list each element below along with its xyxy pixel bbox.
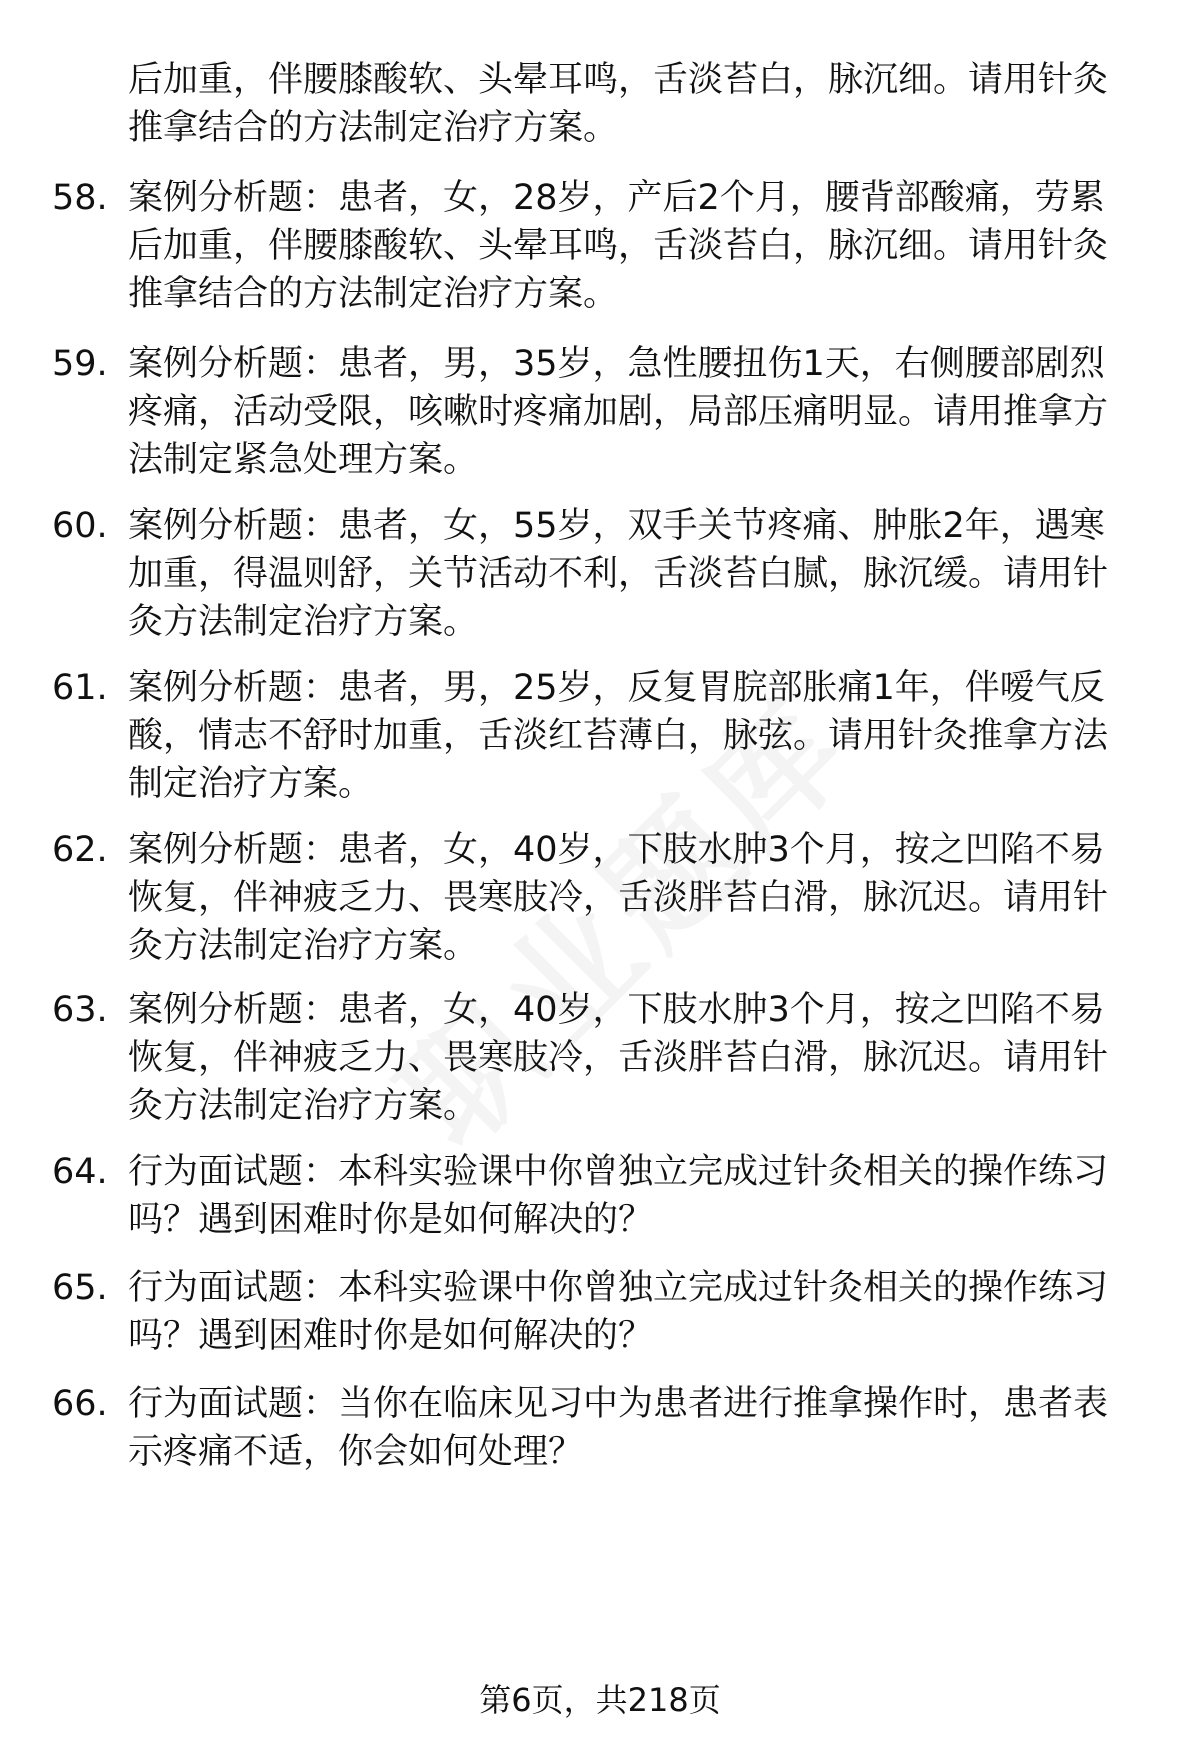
- question-number: 66.: [52, 1384, 108, 1424]
- question-text: 案例分析题：患者，女，40岁，下肢水肿3个月，按之凹陷不易恢复，伴神疲乏力、畏寒肢冷，舌淡胖苔白滑，脉沉迟。请用针灸方法制定治疗方案。: [128, 990, 1109, 1126]
- question-number: 58.: [52, 178, 108, 218]
- question-text: 行为面试题：本科实验课中你曾独立完成过针灸相关的操作练习吗？遇到困难时你是如何解决的？: [128, 1152, 1109, 1240]
- question-number: 65.: [52, 1268, 108, 1308]
- question-text: 行为面试题：本科实验课中你曾独立完成过针灸相关的操作练习吗？遇到困难时你是如何解决的？: [128, 1268, 1109, 1356]
- question-text: 行为面试题：当你在临床见习中为患者进行推拿操作时，患者表示疼痛不适，你会如何处理？: [128, 1384, 1109, 1472]
- question-item: [52, 1148, 1142, 1244]
- question-item: [52, 664, 1142, 808]
- question-number: 61.: [52, 668, 108, 708]
- question-item: [52, 340, 1142, 484]
- question-number: 60.: [52, 506, 108, 546]
- question-text: 案例分析题：患者，女，55岁，双手关节疼痛、肿胀2年，遇寒加重，得温则舒，关节活动不利，舌淡苔白腻，脉沉缓。请用针灸方法制定治疗方案。: [128, 506, 1109, 642]
- question-item: [52, 1264, 1142, 1360]
- page-footer: 第6页，共218页: [479, 1681, 721, 1719]
- question-number: 63.: [52, 990, 108, 1030]
- question-item: [52, 174, 1142, 318]
- question-text: 案例分析题：患者，男，25岁，反复胃脘部胀痛1年，伴嗳气反酸，情志不舒时加重，舌淡红苔薄白，脉弦。请用针灸推拿方法制定治疗方案。: [128, 668, 1109, 804]
- question-item: [52, 502, 1142, 646]
- question-text: 案例分析题：患者，女，40岁，下肢水肿3个月，按之凹陷不易恢复，伴神疲乏力、畏寒肢冷，舌淡胖苔白滑，脉沉迟。请用针灸方法制定治疗方案。: [128, 830, 1109, 966]
- question-number: 64.: [52, 1152, 108, 1192]
- question-item: [52, 826, 1142, 970]
- question-text: 案例分析题：患者，男，35岁，急性腰扭伤1天，右侧腰部剧烈疼痛，活动受限，咳嗽时疼痛加剧，局部压痛明显。请用推拿方法制定紧急处理方案。: [128, 344, 1109, 480]
- question-item: [52, 1380, 1142, 1476]
- question-text: 案例分析题：患者，女，28岁，产后2个月，腰背部酸痛，劳累后加重，伴腰膝酸软、头晕耳鸣，舌淡苔白，脉沉细。请用针灸推拿结合的方法制定治疗方案。: [128, 178, 1109, 314]
- continued-question-text: 后加重，伴腰膝酸软、头晕耳鸣，舌淡苔白，脉沉细。请用针灸推拿结合的方法制定治疗方案。: [128, 60, 1109, 148]
- question-number: 59.: [52, 344, 108, 384]
- question-item: [52, 986, 1142, 1130]
- question-number: 62.: [52, 830, 108, 870]
